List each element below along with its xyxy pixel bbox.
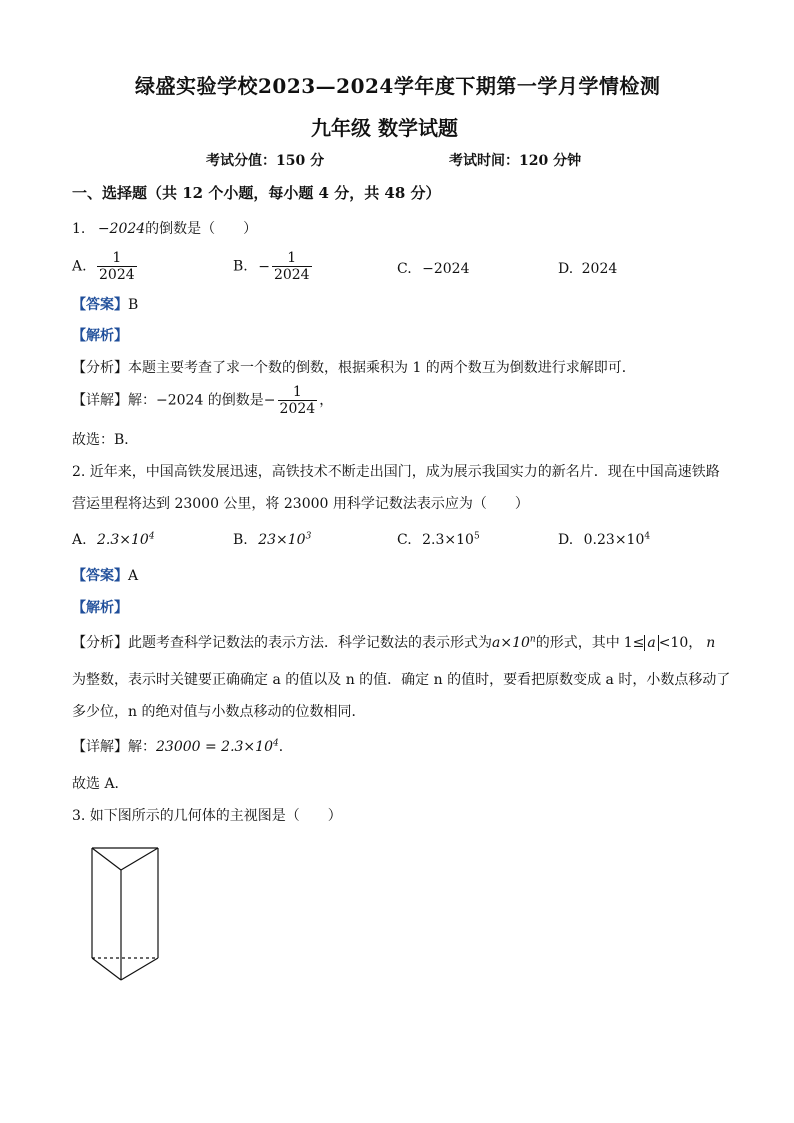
detail-expression: 23000 = 2.3×10 [156, 739, 273, 755]
inequality-right: <10， [658, 635, 703, 651]
section-heading: 一、选择题（共 12 个小题，每小题 4 分，共 48 分） [72, 184, 441, 202]
q2-conclusion: 故选 A． [72, 776, 129, 792]
analysis-tag: 【解析】 [72, 600, 128, 616]
denominator: 2024 [279, 401, 316, 417]
option-base: 2.3×10 [97, 532, 149, 548]
q1-option-c [397, 259, 469, 279]
option-base: 2.3×10 [422, 532, 474, 548]
exam-score: 考试分值：150 分 [206, 153, 325, 169]
answer-tag: 【答案】 [72, 568, 128, 584]
option-label: A. [72, 258, 87, 275]
q2-stem-line2: 营运里程将达到 23000 公里，将 23000 用科学记数法表示应为（ ） [72, 496, 529, 512]
option-exponent: 5 [473, 531, 480, 542]
option-label: B. [233, 258, 248, 275]
prism-bottom-left-edge [92, 958, 121, 980]
answer-value: A [128, 568, 139, 584]
q2-fenxi-line1 [72, 633, 715, 653]
option-label: D. [558, 261, 574, 277]
q1-option-b [233, 250, 314, 283]
q3-stem: 3. 如下图所示的几何体的主视图是（ ） [72, 808, 342, 824]
exam-subtitle: 九年级 数学试题 [311, 116, 458, 140]
abs-value: a [644, 635, 658, 651]
q1-stem [72, 219, 257, 239]
option-label: A. [72, 532, 87, 548]
q1-fenxi [72, 358, 636, 378]
q1-conclusion: 故选：B． [72, 432, 139, 448]
detail-text-post: ， [319, 392, 334, 409]
answer-tag: 【答案】 [72, 297, 128, 313]
q2-analysis-tag [72, 598, 128, 618]
analysis-tag: 【解析】 [72, 328, 128, 344]
option-base: 23×10 [258, 532, 306, 548]
detail-tag: 【详解】 [72, 739, 128, 755]
fenxi-text: 此题考查科学记数法的表示方法．科学记数法的表示形式为 [128, 635, 492, 651]
detail-text-post: ． [278, 739, 293, 755]
detail-exponent: 4 [272, 738, 279, 749]
exam-title: 绿盛实验学校2023—2024学年度下期第一学月学情检测 [135, 74, 661, 98]
q1-expr: −2024 [97, 221, 146, 237]
fenxi-tag: 【分析】 [72, 360, 128, 376]
fraction [278, 384, 318, 417]
q2-option-b [233, 530, 311, 550]
q1-answer [72, 295, 138, 315]
option-label: C. [397, 261, 412, 277]
q2-option-c [397, 530, 480, 550]
q1-option-d [558, 259, 617, 279]
numerator: 1 [278, 384, 318, 401]
detail-tag: 【详解】 [72, 392, 128, 409]
q1-number: 1. [72, 221, 86, 237]
exam-time: 考试时间：120 分钟 [449, 153, 582, 169]
prism-top-right-edge [121, 848, 158, 870]
answer-value: B [128, 297, 139, 313]
fenxi-text: 本题主要考查了求一个数的倒数，根据乘积为 1 的两个数互为倒数进行求解即可． [128, 360, 636, 376]
q1-detail [72, 384, 333, 417]
option-label: D. [558, 532, 574, 548]
q2-answer [72, 566, 138, 586]
sci-exponent: n [529, 634, 536, 645]
denominator: 2024 [99, 267, 135, 283]
q2-detail [72, 737, 293, 757]
q2-fenxi-line3: 多少位，n 的绝对值与小数点移动的位数相同． [72, 704, 366, 720]
fraction [272, 250, 312, 283]
option-exponent: 4 [148, 531, 155, 542]
q2-option-a [72, 530, 155, 550]
fenxi-tag: 【分析】 [72, 635, 128, 651]
detail-text: 解：−2024 的倒数是− [128, 392, 276, 409]
option-exponent: 3 [305, 531, 312, 542]
option-label: C. [397, 532, 412, 548]
q2-stem-line1: 2. 近年来，中国高铁发展迅速，高铁技术不断走出国门，成为展示我国实力的新名片．现在中国高速铁路 [72, 464, 720, 480]
denominator: 2024 [273, 267, 310, 283]
fraction [97, 250, 137, 283]
detail-text: 解： [128, 739, 156, 755]
inequality-left: 1≤ [623, 635, 645, 651]
option-value: 2024 [581, 261, 618, 277]
fenxi-text-mid: 的形式，其中 [535, 635, 620, 651]
q2-option-d [558, 530, 650, 550]
numerator: 1 [272, 250, 312, 267]
q1-option-a [72, 250, 139, 283]
variable-n: n [706, 635, 716, 651]
minus-sign: − [258, 258, 270, 275]
option-label: B. [233, 532, 248, 548]
prism-bottom-right-edge [121, 958, 158, 980]
prism-top-left-edge [92, 848, 121, 870]
numerator: 1 [97, 250, 137, 267]
q1-text: 的倒数是（ ） [145, 221, 258, 237]
sci-notation: a×10 [492, 635, 530, 651]
triangular-prism-figure [88, 840, 168, 990]
q1-analysis-tag [72, 326, 128, 346]
q2-fenxi-line2: 为整数，表示时关键要正确确定 a 的值以及 n 的值．确定 n 的值时，要看把原数变成 a 时，小数点移动了 [72, 672, 731, 688]
option-base: 0.23×10 [583, 532, 645, 548]
option-value: −2024 [422, 261, 470, 277]
option-exponent: 4 [644, 531, 651, 542]
